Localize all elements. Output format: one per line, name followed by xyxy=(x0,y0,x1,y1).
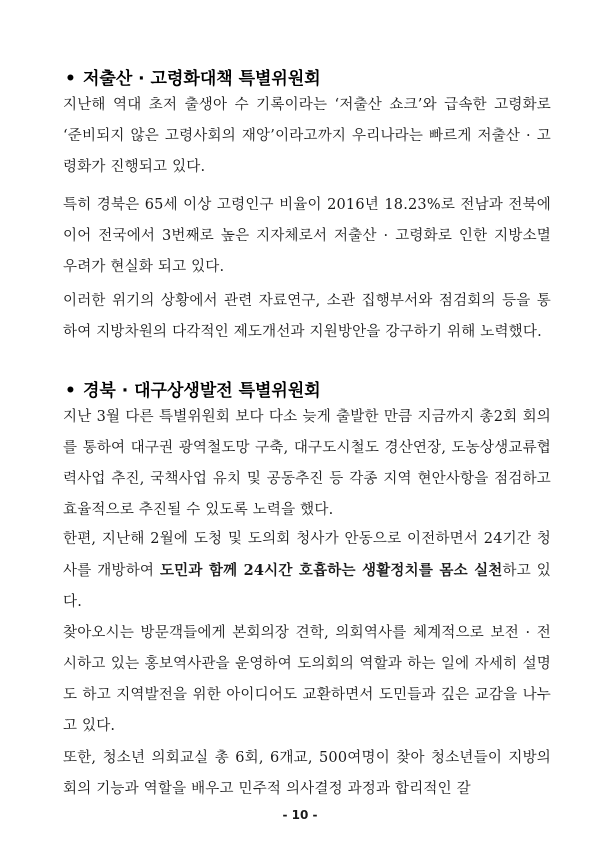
emphasis-text: 도민과 함께 24시간 호흡하는 생활정치를 몸소 실천 xyxy=(159,562,503,579)
paragraph-text: 하고 있다. xyxy=(63,563,551,610)
section-heading-low-birth xyxy=(65,68,321,90)
section-title: 경북 · 대구상생발전 특별위원회 xyxy=(83,381,321,401)
paragraph xyxy=(63,524,551,618)
paragraph: 지난해 역대 초저 출생아 수 기록이라는 ‘저출산 쇼크’와 급속한 고령화로 ‘준비되지 않은 고령사회의 재앙’이라고까지 우리나라는 빠르게 저출산 · 고령화가 진행되고 있다. xyxy=(63,97,551,175)
paragraph: 특히 경북은 65세 이상 고령인구 비율이 2016년 18.23%로 전남과 전북에 이어 전국에서 3번째로 높은 지자체로서 저출산 · 고령화로 인한 지방소멸 우려가 현실화 되고 있다. xyxy=(63,197,551,275)
paragraph: 또한, 청소년 의회교실 총 6회, 6개교, 500여명이 찾아 청소년들이 지방의회의 기능과 역할을 배우고 민주적 의사결정 과정과 합리적인 갈 xyxy=(63,750,551,797)
section-title: 저출산 · 고령화대책 특별위원회 xyxy=(83,69,321,89)
section-heading-gyeongbuk-daegu xyxy=(65,380,321,402)
paragraph: 찾아오시는 방문객들에게 본회의장 견학, 의회역사를 체계적으로 보전 · 전시하고 있는 홍보역사관을 운영하여 도의회의 역할과 하는 일에 자세히 설명도 하고 지역발전을 위한 아이디어도 교환하면서 도민들과 깊은 교감을 나누고 있다. xyxy=(63,625,551,734)
paragraph: 지난 3월 다른 특별위원회 보다 다소 늦게 출발한 만큼 지금까지 총2회 회의를 통하여 대구권 광역철도망 구축, 대구도시철도 경산연장, 도농상생교류협력사업 추진, 국책사업 유치 및 공동추진 등 각종 지역 현안사항을 점검하고 효율적으로 추진될 수 있도록 노력을 했다. xyxy=(63,409,551,518)
page-number: - 10 - xyxy=(282,808,318,822)
bullet-icon: • xyxy=(65,381,76,401)
paragraph: 이러한 위기의 상황에서 관련 자료연구, 소관 집행부서와 점검회의 등을 통하여 지방차원의 다각적인 제도개선과 지원방안을 강구하기 위해 노력했다. xyxy=(63,293,551,340)
paragraph-text: 한편, 지난해 2월에 도청 및 도의회 청사가 안동으로 이전하면서 24기간 청사를 개방하여 xyxy=(63,531,551,579)
bullet-icon: • xyxy=(65,69,76,89)
